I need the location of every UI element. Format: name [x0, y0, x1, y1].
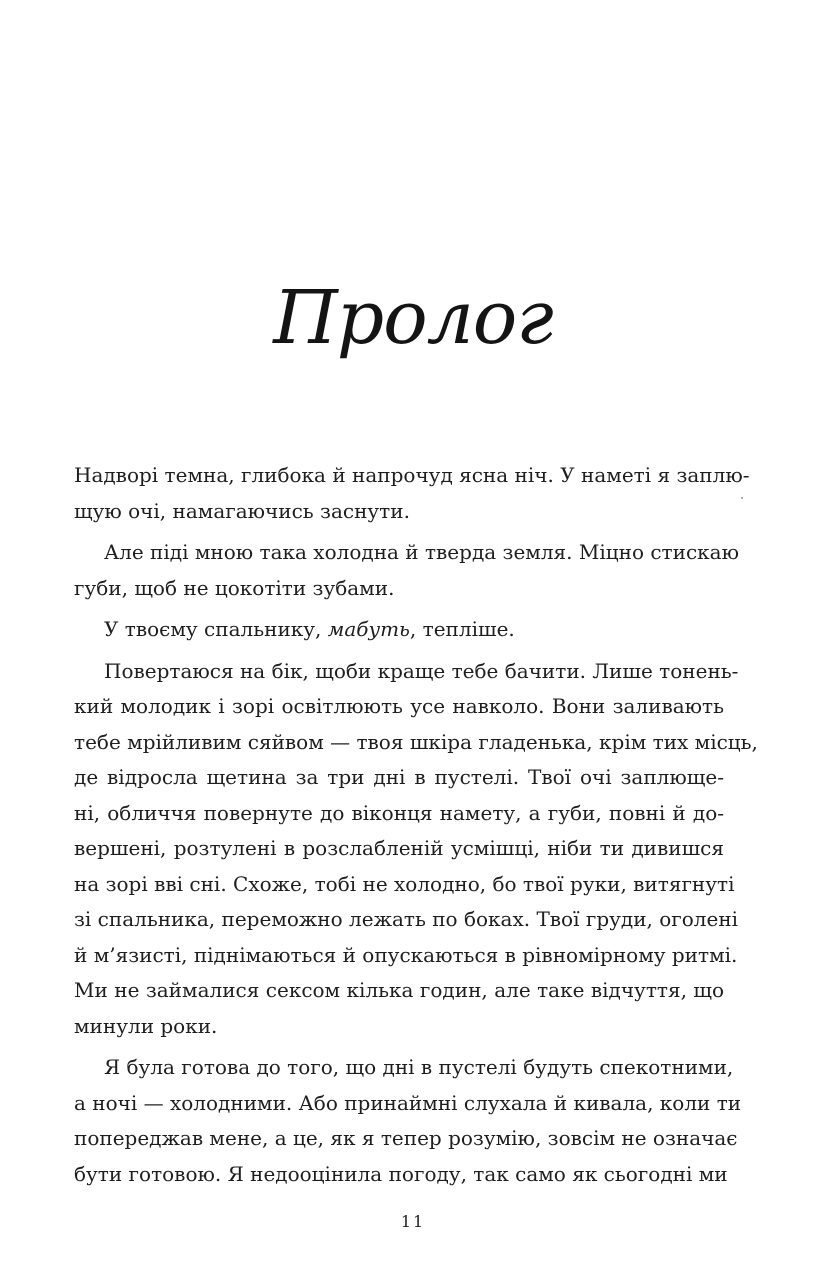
- paper-speck: [741, 497, 743, 499]
- text-line: Але піді мною така холодна й тверда земля. Міцно стискаю: [104, 540, 739, 564]
- text-line: Я була готова до того, що дні в пустелі будуть спекотними,: [104, 1055, 734, 1079]
- emphasized-word: мабуть: [327, 617, 410, 641]
- paragraph-3: [74, 612, 724, 648]
- text-line: попереджав мене, а це, як я тепер розумію, зовсім не означає: [74, 1126, 738, 1150]
- text-line: Повертаюся на бік, щоби краще тебе бачити. Лише тонень-: [104, 658, 739, 683]
- text-line: ні, обличчя повернуте до віконця намету, а губи, повні й до-: [74, 800, 724, 825]
- text-line: кий молодик і зорі освітлюють усе навколо. Вони заливають: [74, 694, 724, 718]
- text-line: минули роки.: [74, 1013, 218, 1038]
- paragraph-4: [74, 654, 758, 1045]
- text-line: [74, 612, 724, 648]
- text-line: Надворі темна, глибока й напрочуд ясна ніч. У наметі я заплю-: [74, 463, 750, 487]
- text-line: бути готовою. Я недооцінила погоду, так само як сьогодні ми: [74, 1161, 728, 1186]
- text-line: Ми не займалися сексом кілька годин, але таке відчуття, що: [74, 978, 724, 1002]
- text-line: де відросла щетина за три дні в пустелі. Твої очі заплюще-: [74, 765, 724, 789]
- chapter-title: Пролог: [273, 275, 553, 361]
- text-line: й м’язисті, піднімаються й опускаються в рівномірному ритмі.: [74, 942, 738, 967]
- paragraph-1: [74, 458, 750, 529]
- text-run: , тепліше.: [409, 617, 515, 641]
- body-text: [74, 458, 758, 1192]
- text-line: губи, щоб не цокотіти зубами.: [74, 575, 395, 600]
- text-line: на зорі вві сні. Схоже, тобі не холодно, бо твої руки, витягнуті: [74, 871, 735, 896]
- text-line: тебе мрійливим сяйвом — твоя шкіра гладенька, крім тих місць,: [74, 729, 758, 754]
- text-run: У твоєму спальнику,: [104, 617, 328, 641]
- text-line: а ночі — холодними. Або принаймні слухала й кивала, коли ти: [74, 1090, 742, 1115]
- text-line: вершені, розтулені в розслабленій усмішці, ніби ти дивишся: [74, 836, 724, 860]
- paragraph-2: [74, 535, 739, 606]
- text-line: щую очі, намагаючись заснути.: [74, 498, 410, 523]
- paragraph-5: [74, 1050, 742, 1192]
- text-line: зі спальника, переможно лежать по боках. Твої груди, оголені: [74, 907, 739, 931]
- page-number: 11: [400, 1212, 426, 1231]
